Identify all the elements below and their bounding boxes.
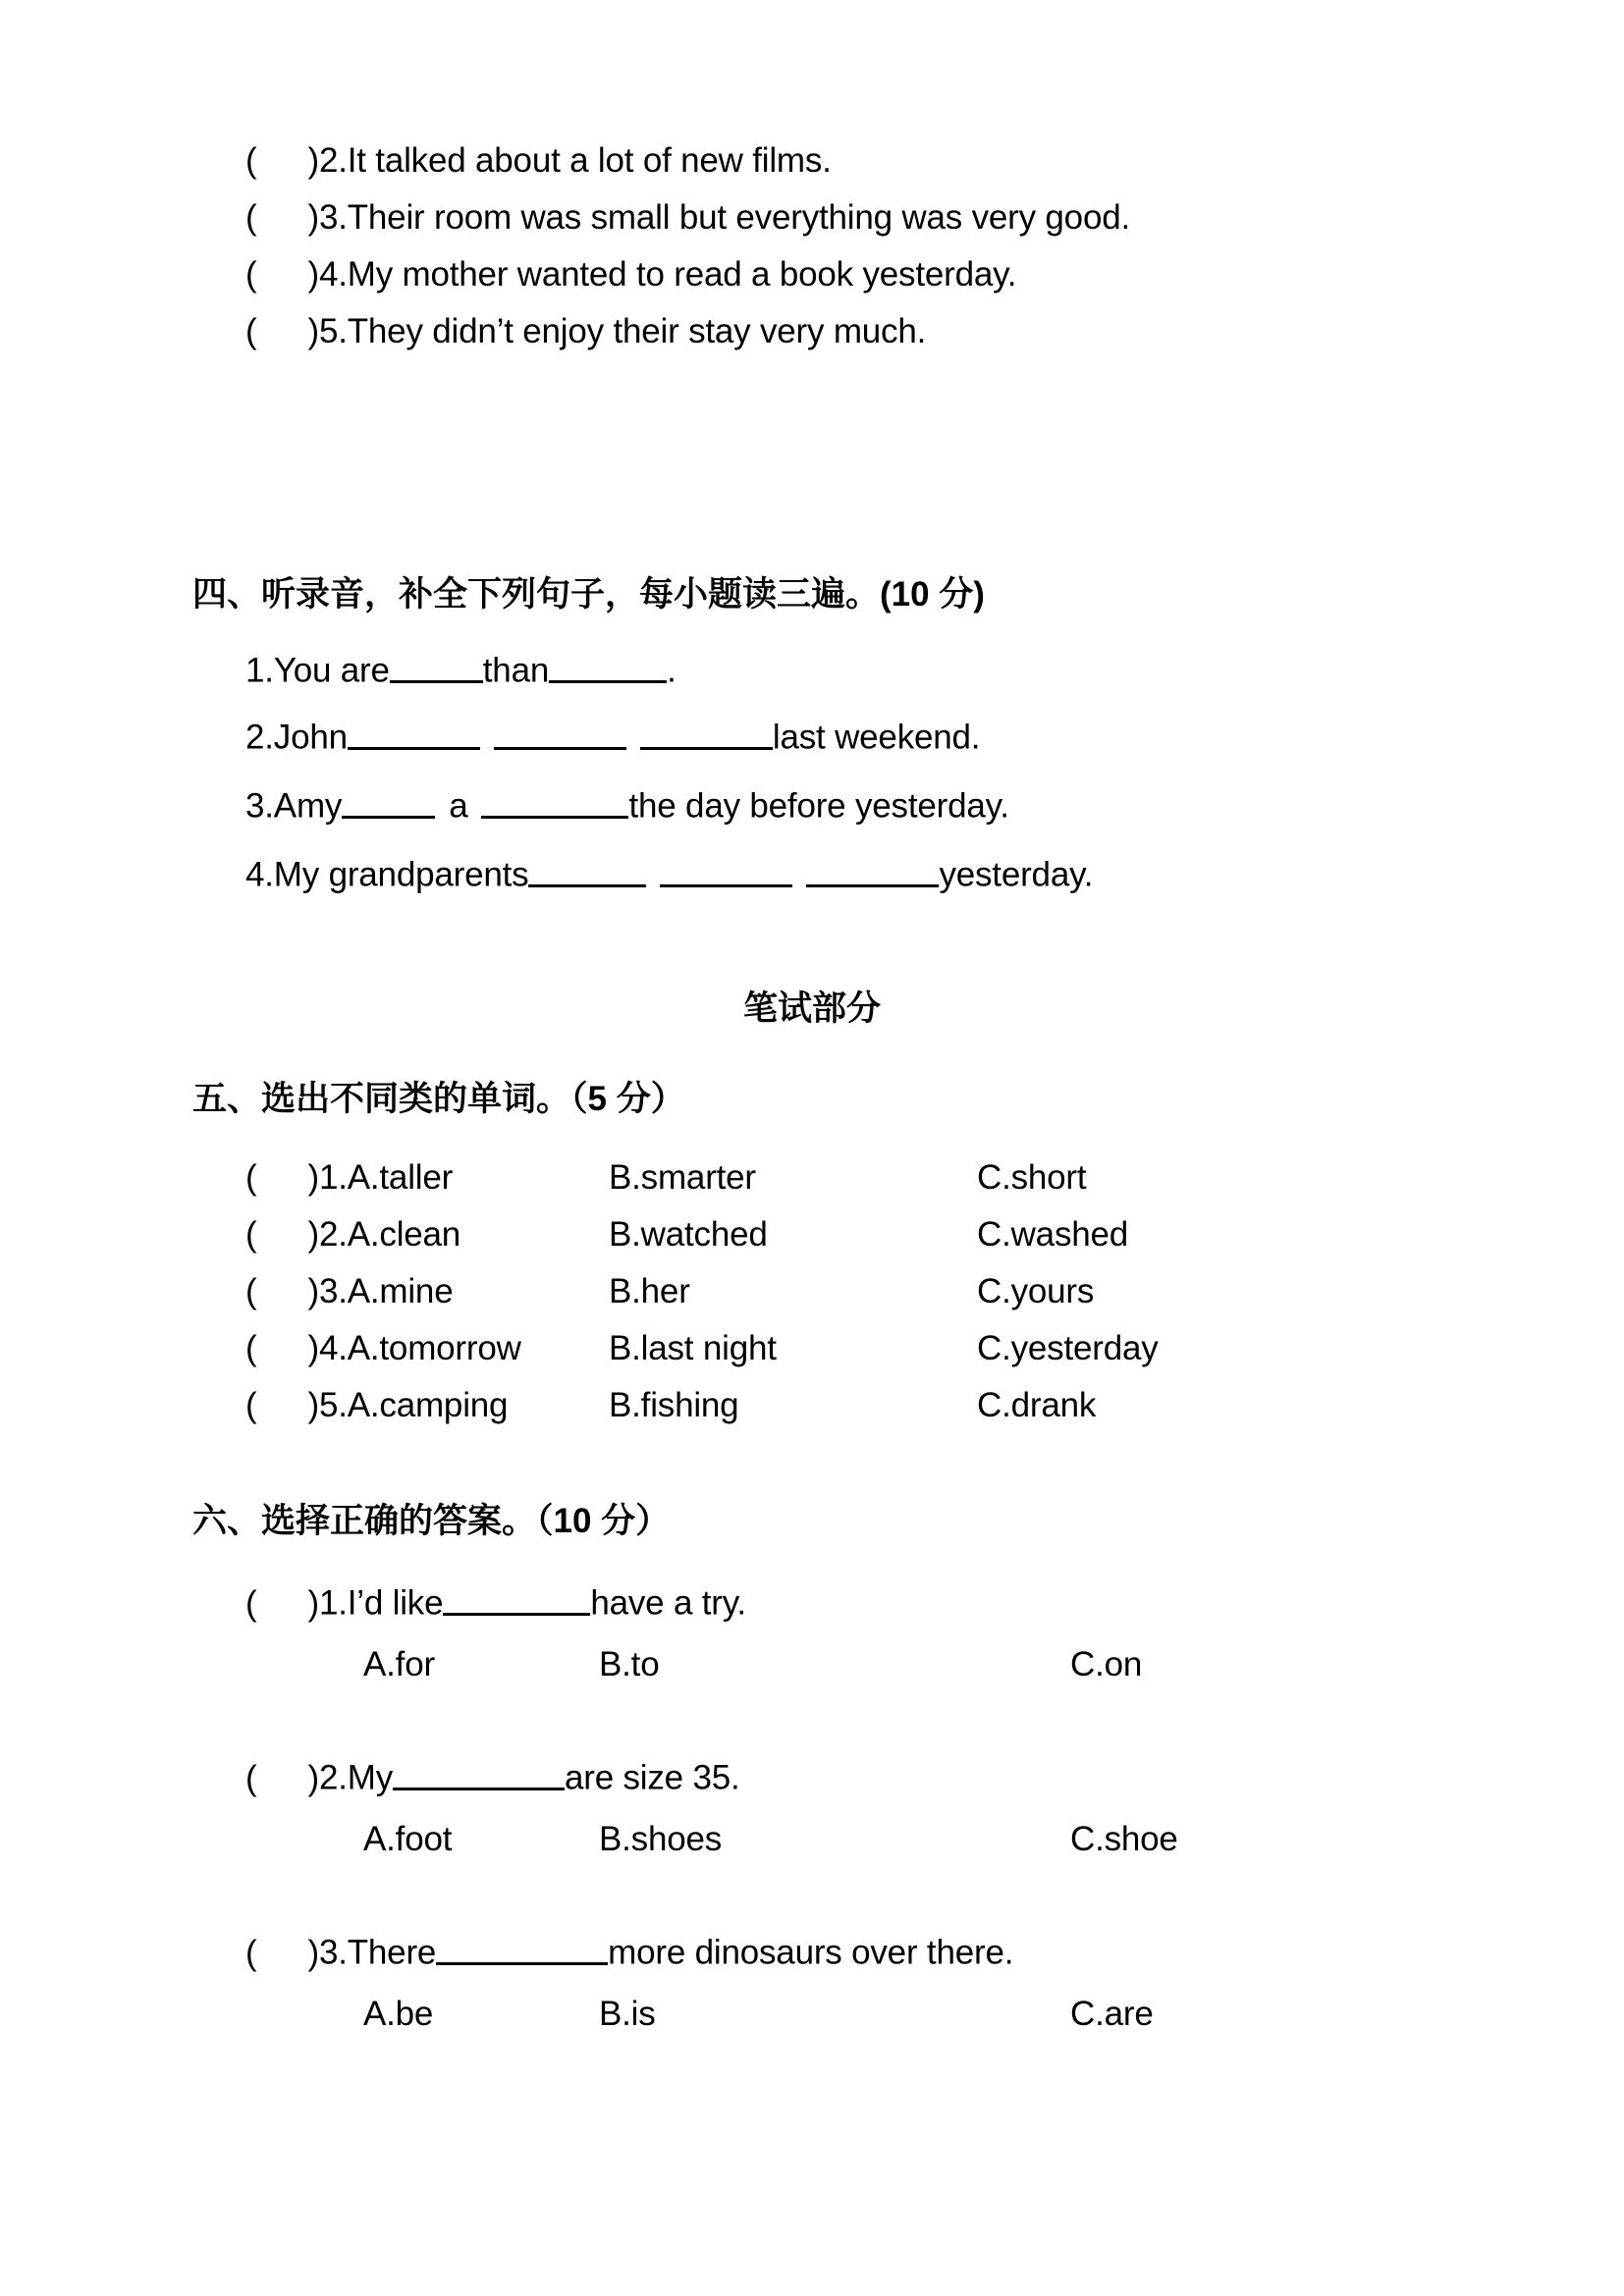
answer-blank[interactable] xyxy=(348,715,480,750)
listening-judge-item xyxy=(245,200,1130,235)
stem-after-blank: are size 35. xyxy=(565,1758,740,1797)
sentence-part: . xyxy=(667,651,677,690)
answer-bracket-close: ) xyxy=(307,1329,319,1367)
answer-bracket-open: ( xyxy=(245,1329,257,1367)
sentence-part: yesterday. xyxy=(939,855,1094,894)
stem-after-blank: have a try. xyxy=(590,1583,746,1623)
written-test-title: 笔试部分 xyxy=(742,989,881,1028)
item-number: 4. xyxy=(245,855,274,894)
section-five-heading: 五、选出不同类的单词。（5 分） xyxy=(192,1080,685,1118)
option-b[interactable]: B.watched xyxy=(609,1215,768,1254)
option-b[interactable]: B.fishing xyxy=(609,1386,739,1424)
answer-bracket-close: ) xyxy=(307,1386,319,1424)
fill-in-item xyxy=(245,783,1009,824)
sentence-part: than xyxy=(482,651,550,690)
multiple-choice-stem xyxy=(245,1580,746,1621)
answer-blank[interactable] xyxy=(528,852,646,887)
answer-bracket-close: ) xyxy=(307,1158,319,1197)
stem-before-blank: My xyxy=(347,1758,393,1797)
answer-bracket-close: ) xyxy=(307,141,319,180)
item-number: 1. xyxy=(318,1583,348,1623)
answer-blank[interactable] xyxy=(494,715,626,750)
section-four-heading: 四、听录音，补全下列句子，每小题读三遍。(10 分) xyxy=(192,575,985,614)
option-a[interactable]: A.be xyxy=(363,1995,434,2033)
option-b[interactable]: B.smarter xyxy=(609,1158,756,1197)
answer-bracket-close: ) xyxy=(307,1933,319,1972)
answer-bracket-close: ) xyxy=(307,1215,319,1254)
option-b[interactable]: B.shoes xyxy=(599,1820,723,1858)
item-text: Their room was small but everything was very good. xyxy=(347,198,1131,237)
sentence-part: last weekend. xyxy=(772,718,981,757)
answer-blank[interactable] xyxy=(436,1930,608,1965)
option-b[interactable]: B.her xyxy=(609,1272,690,1310)
item-number: 4. xyxy=(318,1329,348,1367)
fill-in-item xyxy=(245,648,677,688)
answer-bracket-close: ) xyxy=(307,312,319,350)
answer-bracket-open: ( xyxy=(245,1215,257,1254)
item-text: They didn’t enjoy their stay very much. xyxy=(347,312,927,350)
answer-bracket-open: ( xyxy=(245,1758,257,1797)
answer-bracket-open: ( xyxy=(245,1158,257,1197)
option-c[interactable]: C.short xyxy=(977,1158,1087,1197)
multiple-choice-stem xyxy=(245,1930,1013,1970)
answer-bracket-close: ) xyxy=(307,198,319,237)
answer-bracket-close: ) xyxy=(307,1272,319,1310)
stem-before-blank: There xyxy=(347,1933,437,1972)
sentence-part: My grandparents xyxy=(273,855,529,894)
item-number: 5. xyxy=(318,312,348,350)
option-c[interactable]: C.on xyxy=(1070,1645,1143,1683)
answer-bracket-open: ( xyxy=(245,198,257,237)
answer-blank[interactable] xyxy=(640,715,773,750)
answer-bracket-open: ( xyxy=(245,1272,257,1310)
answer-blank[interactable] xyxy=(481,783,628,819)
item-number: 4. xyxy=(318,255,348,294)
sentence-part: You are xyxy=(273,651,390,690)
item-number: 5. xyxy=(318,1386,348,1424)
option-a[interactable]: A.mine xyxy=(347,1272,454,1310)
option-a[interactable]: A.for xyxy=(363,1645,435,1683)
listening-judge-item xyxy=(245,257,1016,292)
option-a[interactable]: A.camping xyxy=(347,1386,509,1424)
answer-bracket-open: ( xyxy=(245,1386,257,1424)
item-number: 3. xyxy=(245,786,274,826)
item-number: 1. xyxy=(245,651,274,690)
stem-after-blank: more dinosaurs over there. xyxy=(608,1933,1014,1972)
answer-blank[interactable] xyxy=(390,648,483,683)
option-c[interactable]: C.shoe xyxy=(1070,1820,1178,1858)
option-c[interactable]: C.drank xyxy=(977,1386,1097,1424)
option-b[interactable]: B.is xyxy=(599,1995,656,2033)
multiple-choice-stem xyxy=(245,1755,740,1795)
answer-blank[interactable] xyxy=(660,852,792,887)
item-number: 3. xyxy=(318,198,348,237)
option-c[interactable]: C.washed xyxy=(977,1215,1129,1254)
option-a[interactable]: A.foot xyxy=(363,1820,453,1858)
answer-bracket-open: ( xyxy=(245,255,257,294)
option-a[interactable]: A.taller xyxy=(347,1158,454,1197)
answer-blank[interactable] xyxy=(443,1580,590,1616)
answer-bracket-close: ) xyxy=(307,255,319,294)
option-c[interactable]: C.are xyxy=(1070,1995,1154,2033)
answer-bracket-open: ( xyxy=(245,1583,257,1623)
answer-bracket-open: ( xyxy=(245,1933,257,1972)
item-number: 3. xyxy=(318,1933,348,1972)
item-number: 2. xyxy=(318,1758,348,1797)
answer-bracket-open: ( xyxy=(245,312,257,350)
sentence-part: John xyxy=(273,718,348,757)
answer-bracket-open: ( xyxy=(245,141,257,180)
option-b[interactable]: B.to xyxy=(599,1645,660,1683)
option-c[interactable]: C.yours xyxy=(977,1272,1095,1310)
sentence-part: a xyxy=(449,786,468,826)
section-six-heading: 六、选择正确的答案。（10 分） xyxy=(192,1502,671,1540)
option-c[interactable]: C.yesterday xyxy=(977,1329,1159,1367)
answer-blank[interactable] xyxy=(549,648,667,683)
option-b[interactable]: B.last night xyxy=(609,1329,777,1367)
option-a[interactable]: A.tomorrow xyxy=(347,1329,521,1367)
sentence-part: the day before yesterday. xyxy=(628,786,1009,826)
item-number: 1. xyxy=(318,1158,348,1197)
item-text: My mother wanted to read a book yesterday. xyxy=(347,255,1017,294)
item-number: 2. xyxy=(318,141,348,180)
answer-bracket-close: ) xyxy=(307,1758,319,1797)
item-number: 2. xyxy=(245,718,274,757)
item-text: It talked about a lot of new films. xyxy=(347,141,832,180)
answer-blank[interactable] xyxy=(806,852,939,887)
stem-before-blank: I’d like xyxy=(347,1583,444,1623)
listening-judge-item xyxy=(245,314,926,348)
sentence-part: Amy xyxy=(273,786,343,826)
fill-in-item xyxy=(245,715,980,755)
item-number: 2. xyxy=(318,1215,348,1254)
item-number: 3. xyxy=(318,1272,348,1310)
fill-in-item xyxy=(245,852,1093,892)
answer-bracket-close: ) xyxy=(307,1583,319,1623)
listening-judge-item xyxy=(245,143,832,178)
option-a[interactable]: A.clean xyxy=(347,1215,461,1254)
answer-blank[interactable] xyxy=(342,783,435,819)
answer-blank[interactable] xyxy=(393,1755,565,1790)
